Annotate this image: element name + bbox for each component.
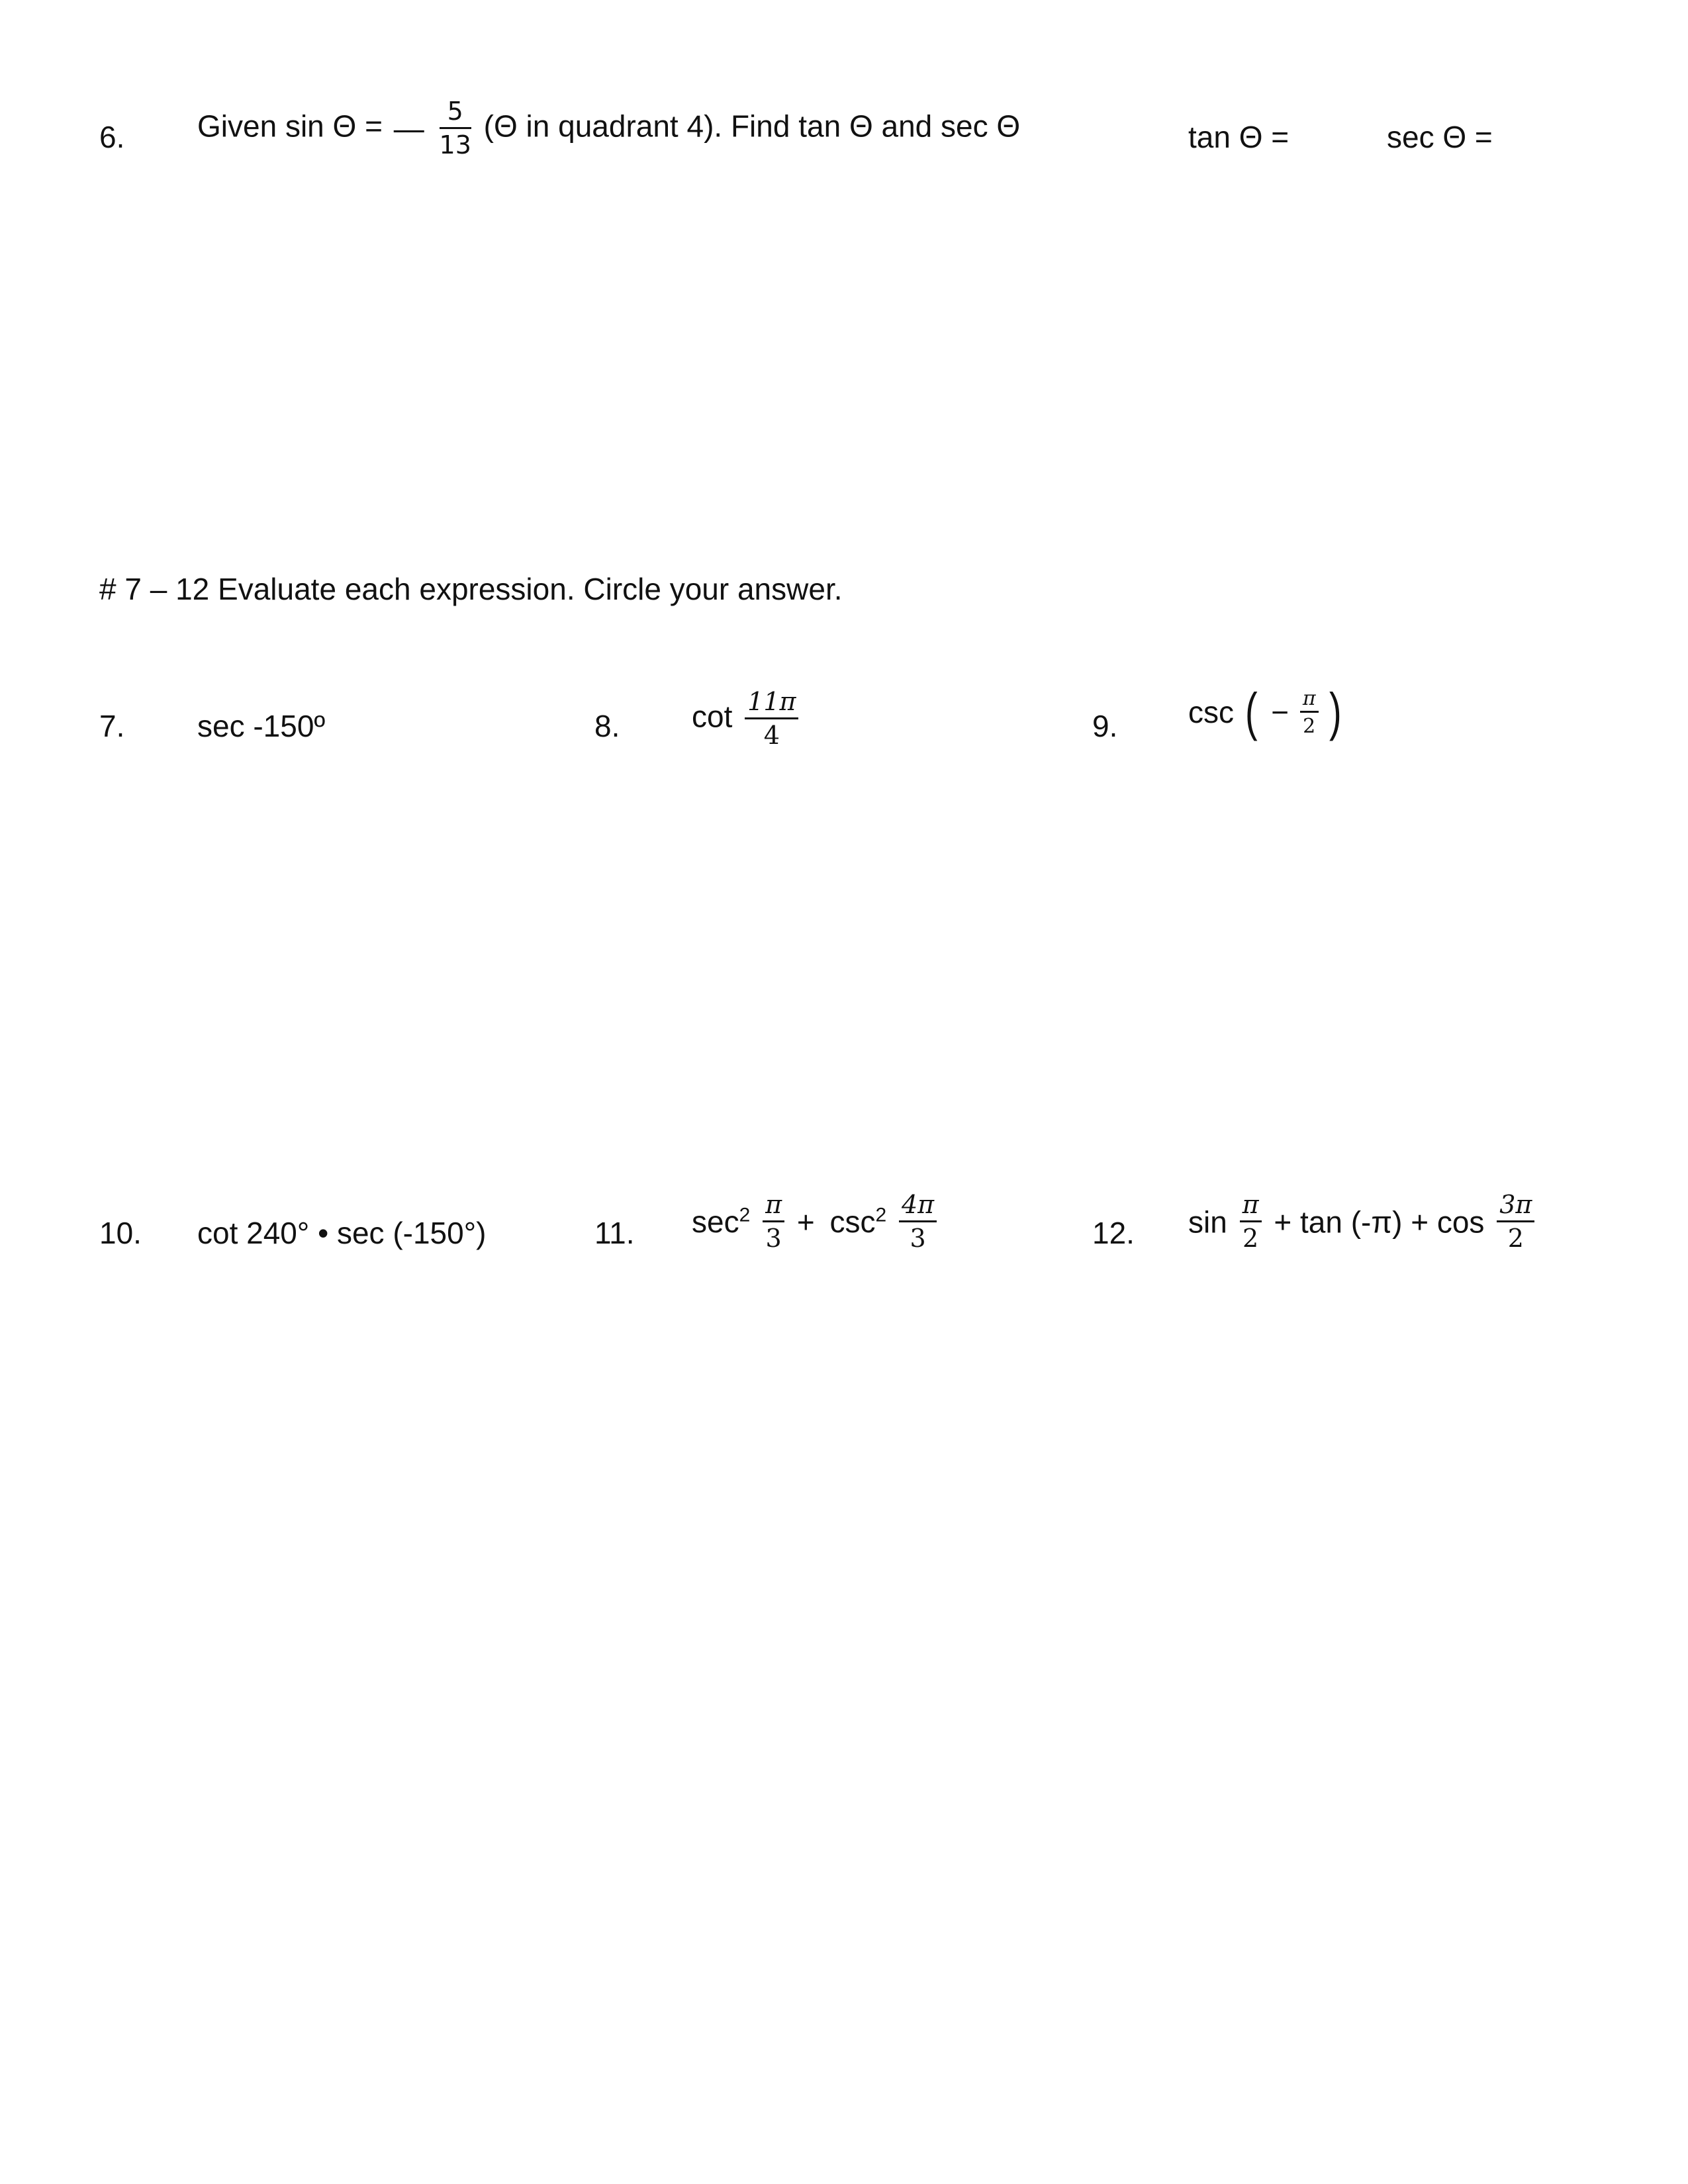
problem-10-expression: cot 240° • sec (-150°): [197, 1216, 487, 1250]
problem-12-frac2-num: 3π: [1497, 1191, 1534, 1222]
problem-6-suffix: (Θ in quadrant 4). Find tan Θ and sec Θ: [483, 109, 1021, 144]
problem-6-frac-den: 13: [439, 130, 471, 159]
problem-9-open-paren: (: [1244, 682, 1258, 741]
problem-6-tan-answer-label: tan Θ =: [1188, 120, 1289, 154]
problem-7-expression: sec -150º: [197, 709, 326, 743]
problem-9-frac-den: 2: [1303, 714, 1316, 738]
problem-8-fraction: [745, 688, 798, 750]
problem-6-sec-answer-label: sec Θ =: [1387, 120, 1493, 154]
section-instructions: # 7 – 12 Evaluate each expression. Circle your answer.: [99, 572, 843, 606]
problem-12-frac1-den: 2: [1242, 1223, 1259, 1253]
problem-6-prefix: Given sin Θ =: [197, 109, 391, 144]
problem-12-frac2-den: 2: [1507, 1223, 1524, 1253]
problem-6-frac-num: 5: [440, 98, 471, 129]
problem-8-expression: [692, 688, 802, 750]
problem-11-func2: csc: [829, 1205, 876, 1240]
problem-8-frac-num: 11π: [745, 688, 798, 719]
problem-8-func: cot: [692, 699, 733, 734]
problem-9-func: csc: [1188, 695, 1234, 729]
problem-11-fraction-2: [899, 1191, 937, 1253]
problem-11-func1: sec: [692, 1205, 739, 1240]
problem-6-prompt: [197, 98, 1020, 159]
problem-9-number: 9.: [1092, 709, 1118, 743]
problem-10-number: 10.: [99, 1216, 142, 1250]
problem-6-fraction: [440, 98, 471, 159]
problem-11-fraction-1: [763, 1191, 784, 1253]
problem-7-number: 7.: [99, 709, 125, 743]
problem-9-minus: −: [1271, 695, 1289, 729]
problem-12-expression: [1188, 1191, 1538, 1253]
problem-11-exp1: 2: [739, 1204, 751, 1226]
problem-12-fraction-1: [1240, 1191, 1262, 1253]
problem-12-number: 12.: [1092, 1216, 1135, 1250]
problem-9-frac-num: π: [1300, 688, 1319, 713]
problem-11-frac1-den: 3: [765, 1223, 782, 1253]
problem-8-number: 8.: [594, 709, 620, 743]
problem-11-exp2: 2: [875, 1204, 887, 1226]
problem-11-number: 11.: [594, 1216, 635, 1250]
problem-12-middle: + tan (-π) + cos: [1274, 1205, 1485, 1240]
problem-12-func1: sin: [1188, 1205, 1227, 1240]
problem-11-plus: +: [796, 1205, 815, 1240]
problem-9-expression: [1188, 682, 1344, 741]
problem-11-frac2-den: 3: [910, 1223, 926, 1253]
problem-8-frac-den: 4: [763, 720, 780, 750]
problem-11-expression: [692, 1191, 941, 1253]
problem-6-minus: —: [393, 111, 424, 146]
problem-11-frac2-num: 4π: [899, 1191, 937, 1222]
problem-6-number: 6.: [99, 120, 125, 154]
problem-9-close-paren: ): [1329, 682, 1342, 741]
problem-12-fraction-2: [1497, 1191, 1534, 1253]
problem-9-fraction: [1300, 688, 1319, 737]
problem-11-frac1-num: π: [763, 1191, 784, 1222]
problem-12-frac1-num: π: [1240, 1191, 1262, 1222]
